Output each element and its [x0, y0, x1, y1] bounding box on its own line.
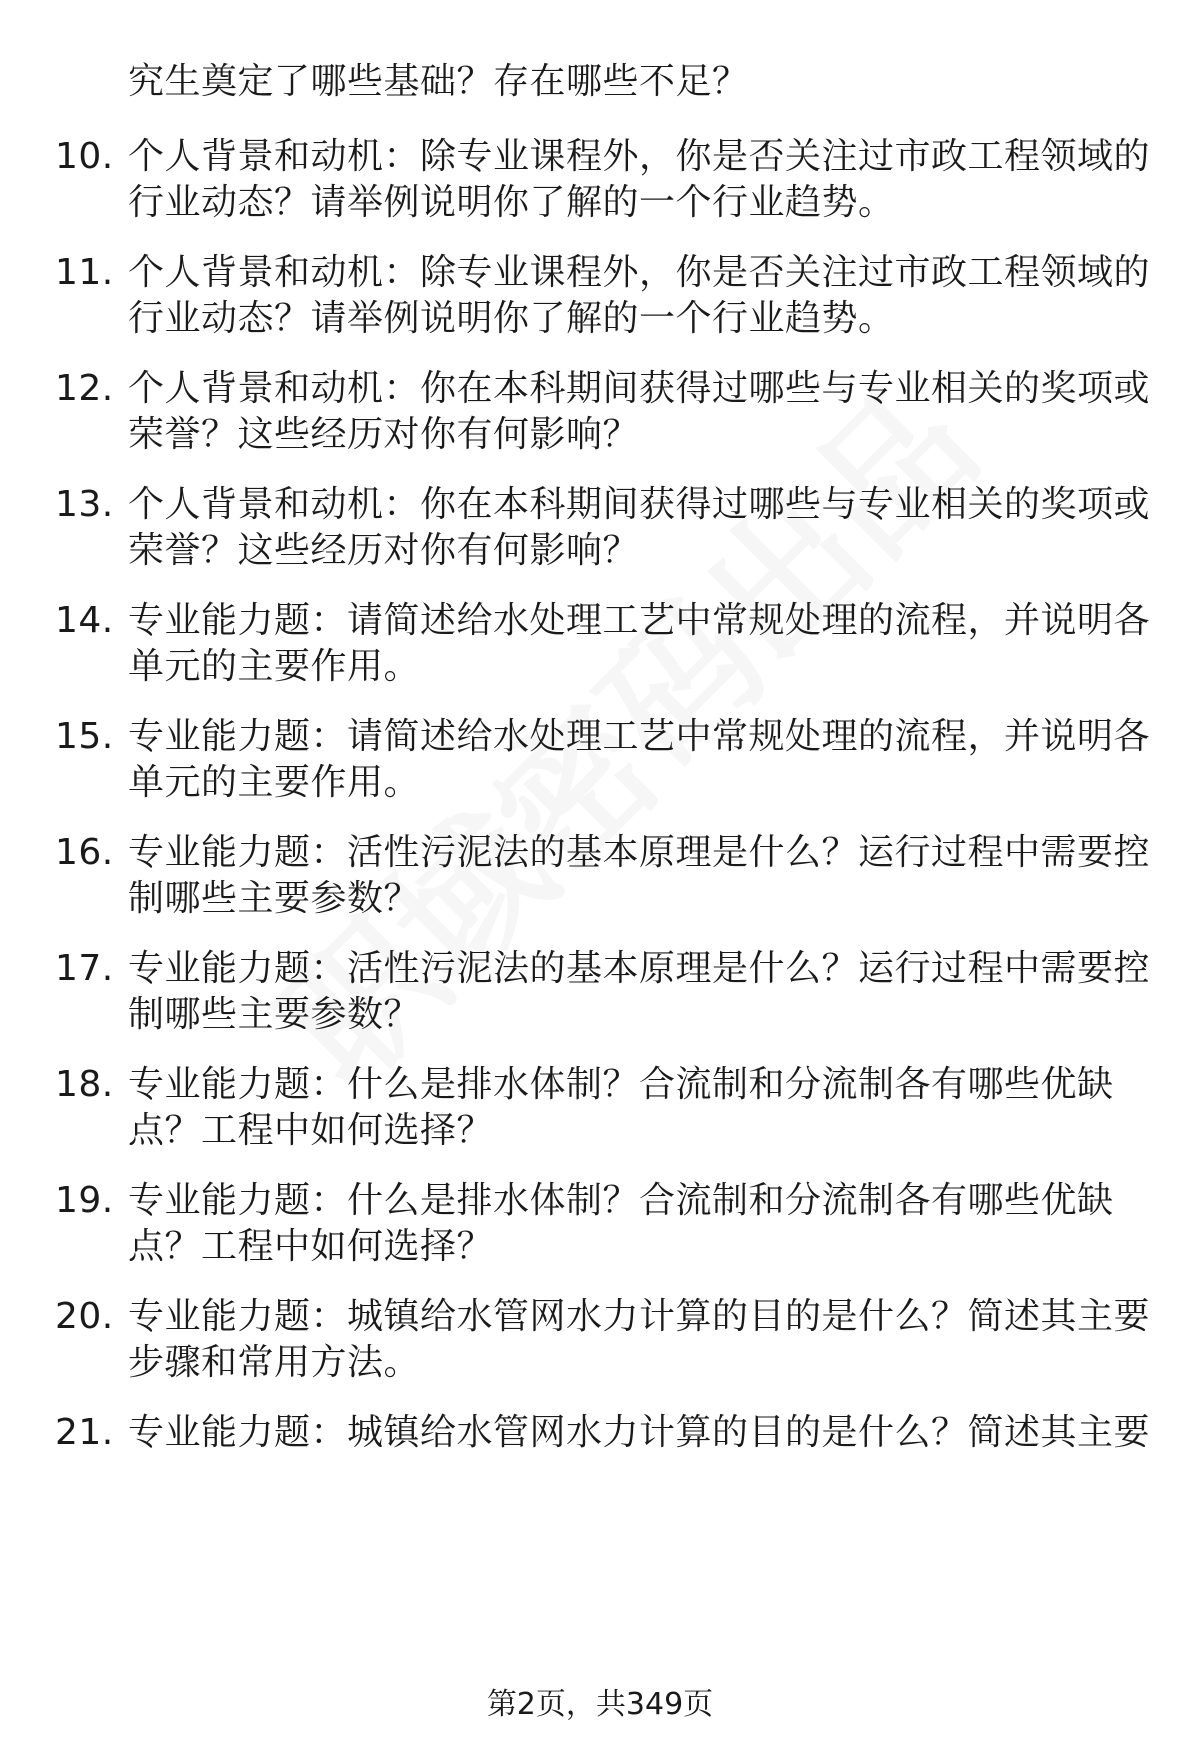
- question-text-line2: 点？工程中如何选择？: [128, 1110, 494, 1151]
- question-text-line2: 行业动态？请举例说明你了解的一个行业趋势。: [128, 182, 895, 223]
- question-text-line2: 荣誉？这些经历对你有何影响？: [128, 414, 640, 455]
- question-number: 11.: [55, 252, 114, 293]
- question-number: 20.: [55, 1296, 114, 1337]
- question-text-line1: 专业能力题：活性污泥法的基本原理是什么？运行过程中需要控: [128, 832, 1151, 873]
- question-number: 16.: [55, 832, 114, 873]
- question-text-line1: 专业能力题：活性污泥法的基本原理是什么？运行过程中需要控: [128, 948, 1151, 989]
- question-number: 14.: [55, 600, 114, 641]
- question-text-line1: 个人背景和动机：你在本科期间获得过哪些与专业相关的奖项或: [128, 484, 1151, 525]
- question-number: 12.: [55, 368, 114, 409]
- question-text-line2: 制哪些主要参数？: [128, 878, 421, 919]
- question-number: 21.: [55, 1412, 114, 1453]
- question-number: 10.: [55, 136, 114, 177]
- question-text-line2: 行业动态？请举例说明你了解的一个行业趋势。: [128, 298, 895, 339]
- question-text-line1: 专业能力题：什么是排水体制？合流制和分流制各有哪些优缺: [128, 1064, 1114, 1105]
- question-text-line2: 荣誉？这些经历对你有何影响？: [128, 530, 640, 571]
- page-footer: 第2页，共349页: [486, 1687, 714, 1722]
- question-text-line1: 个人背景和动机：你在本科期间获得过哪些与专业相关的奖项或: [128, 368, 1151, 409]
- question-text-line1: 专业能力题：城镇给水管网水力计算的目的是什么？简述其主要: [128, 1412, 1151, 1453]
- question-text-line1: 个人背景和动机：除专业课程外，你是否关注过市政工程领域的: [128, 252, 1151, 293]
- question-text-line2: 单元的主要作用。: [128, 762, 421, 803]
- question-text-line2: 步骤和常用方法。: [128, 1342, 421, 1383]
- question-text-line1: 专业能力题：请简述给水处理工艺中常规处理的流程，并说明各: [128, 600, 1151, 641]
- continuation-text: 究生奠定了哪些基础？存在哪些不足？: [128, 61, 749, 102]
- question-text-line2: 单元的主要作用。: [128, 646, 421, 687]
- question-text-line1: 专业能力题：请简述给水处理工艺中常规处理的流程，并说明各: [128, 716, 1151, 757]
- question-number: 18.: [55, 1064, 114, 1105]
- question-number: 13.: [55, 484, 114, 525]
- question-text-line1: 专业能力题：什么是排水体制？合流制和分流制各有哪些优缺: [128, 1180, 1114, 1221]
- question-text-line2: 点？工程中如何选择？: [128, 1226, 494, 1267]
- question-number: 19.: [55, 1180, 114, 1221]
- question-text-line2: 制哪些主要参数？: [128, 994, 421, 1035]
- question-number: 17.: [55, 948, 114, 989]
- question-text-line1: 个人背景和动机：除专业课程外，你是否关注过市政工程领域的: [128, 136, 1151, 177]
- question-text-line1: 专业能力题：城镇给水管网水力计算的目的是什么？简述其主要: [128, 1296, 1151, 1337]
- question-number: 15.: [55, 716, 114, 757]
